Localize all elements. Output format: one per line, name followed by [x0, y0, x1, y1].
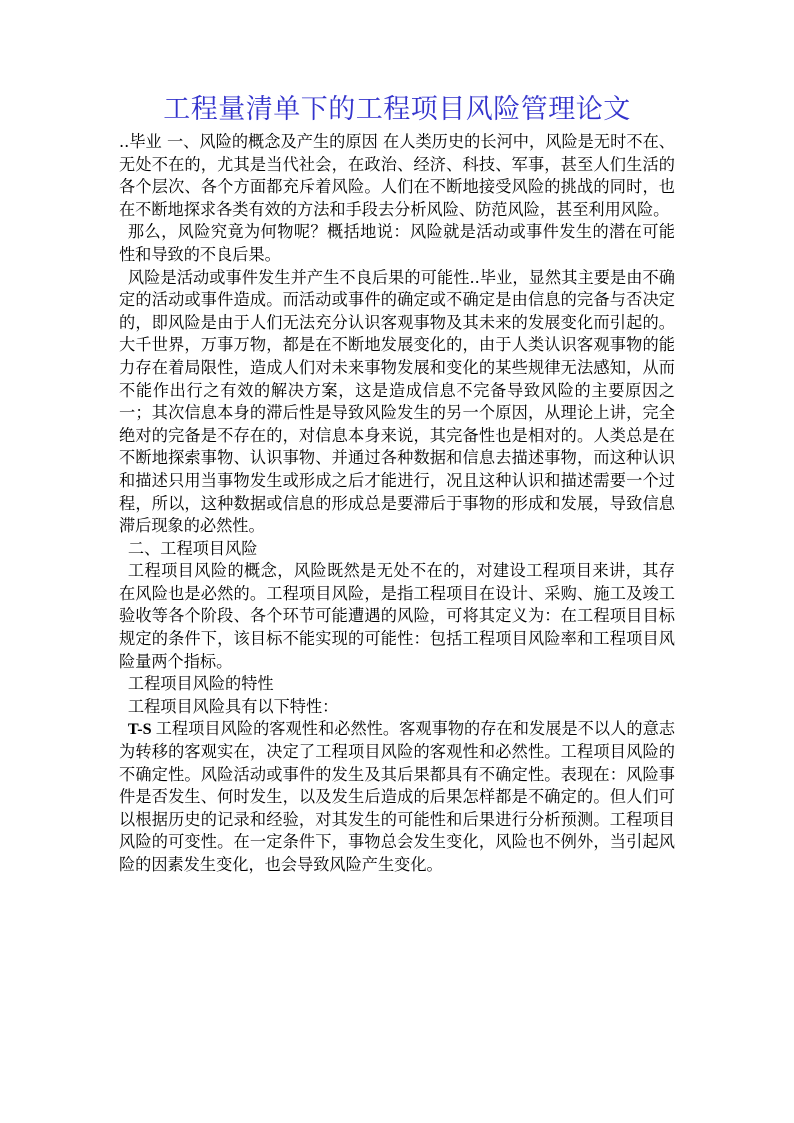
paragraph-project-risk-concept: 工程项目风险的概念，风险既然是无处不在的，对建设工程项目来讲，其存在风险也是必然的。工程项目风险，是指工程项目在设计、采购、施工及竣工验收等各个阶段、各个环节可能遭遇的风险，可将其定义为：在工程项目目标规定的条件下，该目标不能实现的可能性：包括工程项目风险率和工程项目风险量两个指标。 [119, 561, 675, 671]
section-heading-risk-characteristics: 工程项目风险的特性 [127, 674, 274, 694]
document-body [119, 131, 675, 877]
paragraph-characteristics-detail [119, 718, 675, 876]
paragraph-causes: 风险是活动或事件发生并产生不良后果的可能性..毕业，显然其主要是由不确定的活动或事件造成。而活动或事件的确定或不确定是由信息的完备与否决定的，即风险是由于人们无法充分认识客观事物及其未来的发展变化而引起的。大千世界，万事万物，都是在不断地发展变化的，由于人类认识客观事物的能力存在着局限性，造成人们对未来事物发展和变化的某些规律无法感知，从而不能作出行之有效的解决方案，这是造成信息不完备导致风险的主要原因之一；其次信息本身的滞后性是导致风险发生的另一个原因，从理论上讲，完全绝对的完备是不存在的，对信息本身来说，其完备性也是相对的。人类总是在不断地探索事物、认识事物、并通过各种数据和信息去描述事物，而这种认识和描述只用当事物发生或形成之后才能进行，况且这种认识和描述需要一个过程，所以，这种数据或信息的形成总是要滞后于事物的形成和发展，导致信息滞后现象的必然性。 [119, 267, 675, 536]
bold-prefix-label: T-S [127, 720, 156, 739]
section-heading-project-risk: 二、工程项目风险 [127, 538, 258, 558]
document-title: 工程量清单下的工程项目风险管理论文 [163, 94, 631, 125]
paragraph-characteristics-text: 工程项目风险的客观性和必然性。客观事物的存在和发展是不以人的意志为转移的客观实在，决定了工程项目风险的客观性和必然性。工程项目风险的不确定性。风险活动或事件的发生及其后果都具有不确定性。表现在：风险事件是否发生、何时发生，以及发生后造成的后果怎样都是不确定的。但人们可以根据历史的记录和经验，对其发生的可能性和后果进行分析预测。工程项目风险的可变性。在一定条件下，事物总会发生变化，风险也不例外，当引起风险的因素发生变化，也会导致风险产生变化。 [119, 719, 676, 874]
paragraph-definition: 那么，风险究竟为何物呢？概括地说：风险就是活动或事件发生的潜在可能性和导致的不良后果。 [119, 222, 675, 264]
paragraph-intro: ..毕业 一、风险的概念及产生的原因 在人类历史的长河中，风险是无时不在、无处不在的，尤其是当代社会，在政治、经济、科技、军事，甚至人们生活的各个层次、各个方面都充斥着风险。人们在不断地接受风险的挑战的同时，也在不断地探求各类有效的方法和手段去分析风险、防范风险，甚至利用风险。 [119, 132, 675, 219]
paragraph-characteristics-intro: 工程项目风险具有以下特性： [127, 696, 339, 716]
